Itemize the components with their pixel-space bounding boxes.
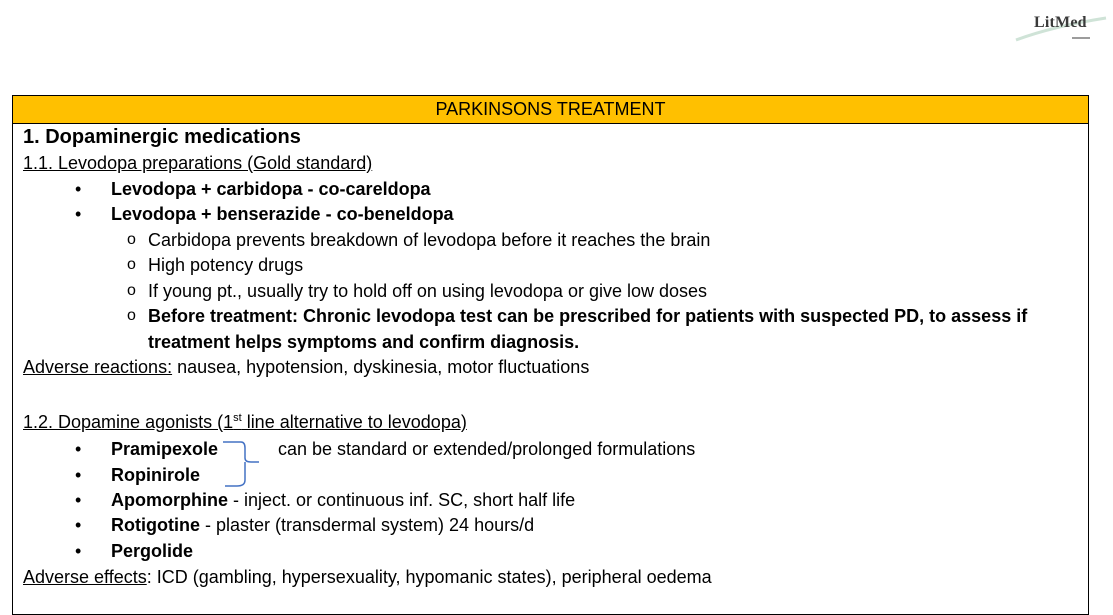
brace-note: can be standard or extended/prolonged formulations — [278, 439, 696, 459]
agonist-item-rotigotine — [111, 513, 534, 537]
agonists-adverse-effects — [23, 565, 712, 589]
levodopa-sub-bullet: Carbidopa prevents breakdown of levodopa before it reaches the brain — [148, 230, 711, 250]
bullet-marker: • — [75, 179, 82, 199]
bullet-marker: • — [75, 465, 82, 485]
subsection-title-levodopa: 1.1. Levodopa preparations (Gold standard) — [23, 153, 373, 173]
agonist-name: Apomorphine — [111, 490, 228, 510]
sub-bullet-marker: o — [127, 231, 136, 248]
levodopa-bullet: Levodopa + carbidopa - co-careldopa — [111, 179, 431, 199]
subsection-title-agonists — [23, 410, 467, 434]
brace-icon — [219, 440, 259, 488]
bullet-marker: • — [75, 490, 82, 510]
levodopa-sub-bullet: If young pt., usually try to hold off on using levodopa or give low doses — [148, 281, 708, 301]
agonist-name: Rotigotine — [111, 515, 200, 535]
sub-bullet-marker: o — [127, 307, 136, 324]
bullet-marker: • — [75, 439, 82, 459]
levodopa-adverse-reactions — [23, 355, 589, 379]
levodopa-sub-bullet: High potency drugs — [148, 255, 304, 275]
section-heading-dopaminergic: 1. Dopaminergic medications — [23, 126, 301, 148]
levodopa-bullet: Levodopa + benserazide - co-beneldopa — [111, 204, 454, 224]
litmed-logo — [1014, 4, 1109, 44]
sub-bullet-marker: o — [127, 256, 136, 273]
agonists-title-post: line alternative to levodopa) — [241, 412, 467, 432]
treatment-panel — [12, 95, 1089, 615]
agonist-item-pramipexole: Pramipexole — [111, 439, 219, 459]
bullet-marker: • — [75, 515, 82, 535]
logo-text: LitMed — [1034, 14, 1087, 31]
bullet-marker: • — [75, 204, 82, 224]
adverse-effects-text: : ICD (gambling, hypersexuality, hypomanic states), peripheral oedema — [146, 567, 712, 587]
agonist-desc: - plaster (transdermal system) 24 hours/d — [199, 515, 535, 535]
adverse-effects-label: Adverse effects — [23, 567, 147, 587]
agonists-title-sup: st — [233, 412, 242, 424]
adverse-reactions-label: Adverse reactions: — [23, 357, 173, 377]
sub-bullet-marker: o — [127, 282, 136, 299]
adverse-reactions-text: nausea, hypotension, dyskinesia, motor fluctuations — [172, 357, 590, 377]
levodopa-test-note: Before treatment: Chronic levodopa test can be prescribed for patients with suspected PD, to assess if — [148, 306, 1028, 326]
levodopa-test-note-cont: treatment helps symptoms and confirm diagnosis. — [148, 332, 580, 352]
agonist-desc: - inject. or continuous inf. SC, short half life — [228, 490, 576, 510]
bullet-marker: • — [75, 541, 82, 561]
agonist-item-ropinirole: Ropinirole — [111, 465, 200, 485]
agonist-item-pergolide: Pergolide — [111, 541, 194, 561]
panel-title: PARKINSONS TREATMENT — [13, 96, 1088, 124]
agonists-title-pre: 1.2. Dopamine agonists (1 — [23, 412, 234, 432]
agonist-item-apomorphine — [111, 488, 575, 512]
